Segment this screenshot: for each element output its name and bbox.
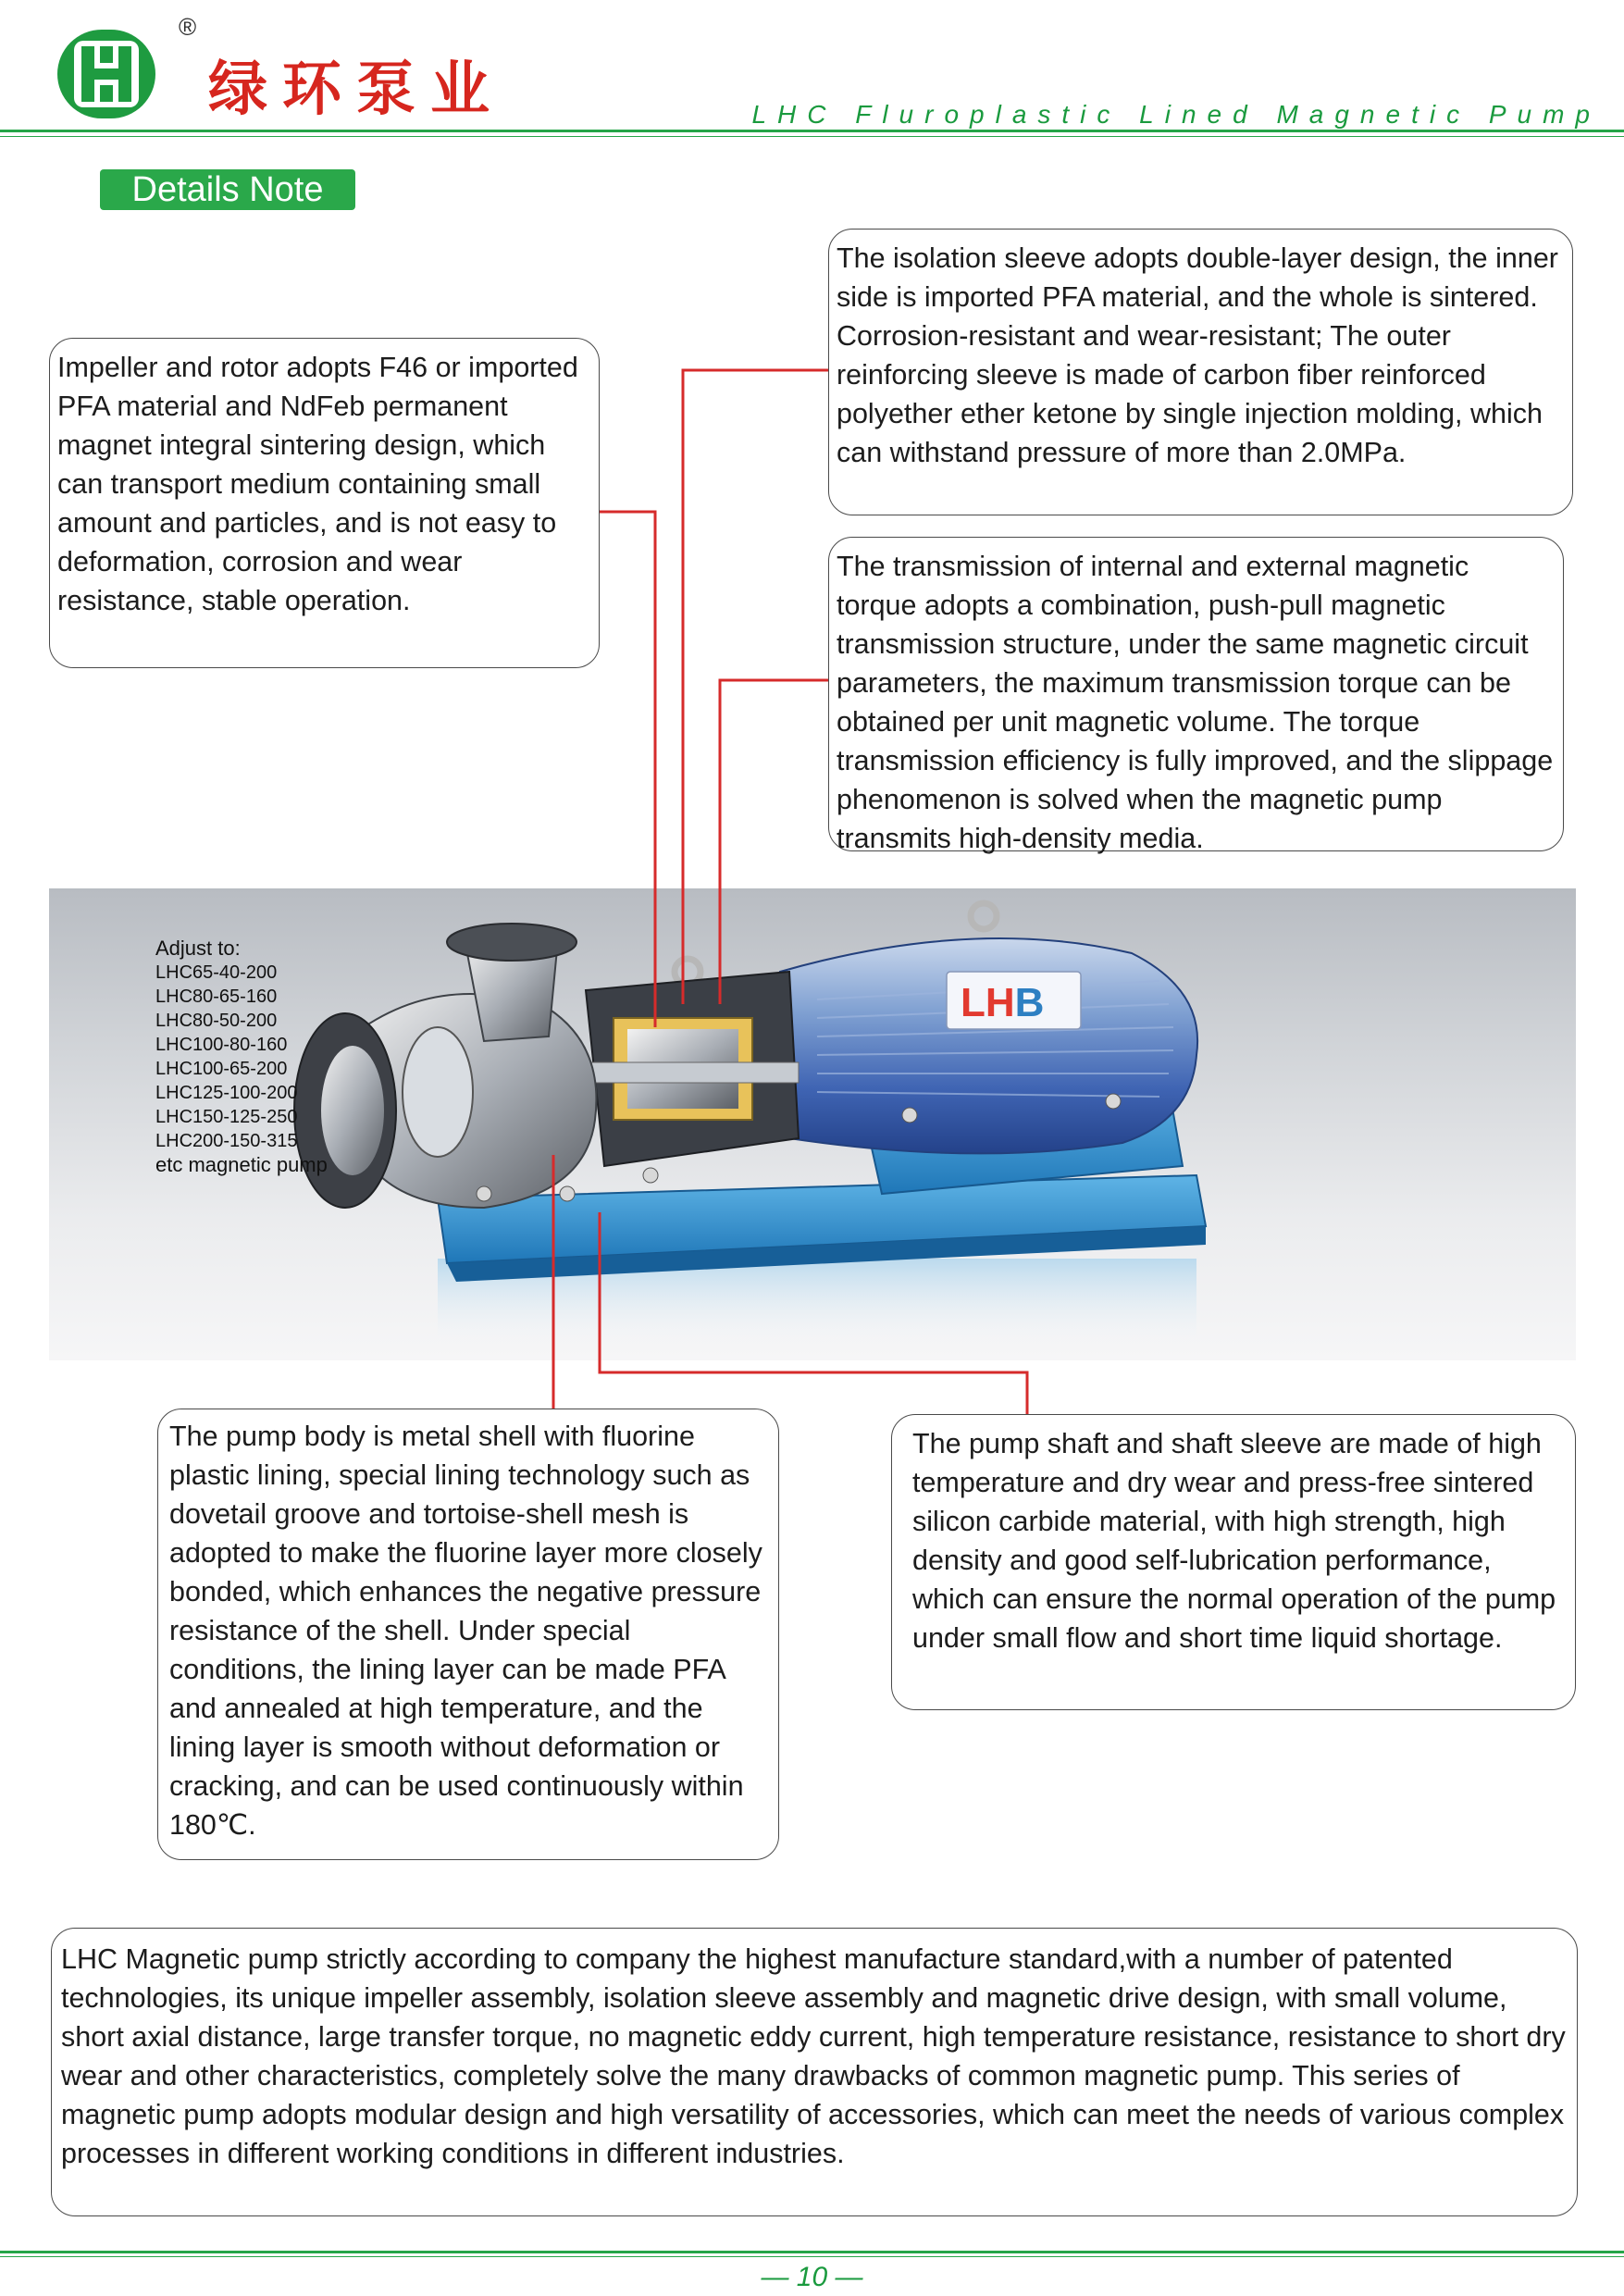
note-pump-shaft: The pump shaft and shaft sleeve are made of high temperature and dry wear and press-free sintered silicon carbide material, with high strength, high density and good self-lubrication performance, which can ensure the normal operation of the pump under small flow and short time liquid shortage. — [891, 1414, 1576, 1710]
company-logo — [56, 28, 157, 120]
adjust-title: Adjust to: — [155, 937, 241, 960]
note-summary: LHC Magnetic pump strictly according to company the highest manufacture standard,with a number of patented technologies, its unique impeller assembly, isolation sleeve assembly and magnetic drive design, with small volume, short axial distance, large transfer torque, no magnetic eddy current, high temperature resistance, resistance to short dry wear and other characteristics, completely solve the many drawbacks of common magnetic pump. This series of magnetic pump adopts modular design and high versatility of accessories, which can meet the needs of various complex processes in different working conditions in different industries. — [51, 1928, 1578, 2216]
page-number: — 10 — — [761, 2262, 863, 2292]
pump-shaft — [567, 1062, 799, 1083]
adjust-models-list — [155, 937, 328, 1177]
model-item: LHC80-50-200 — [155, 1011, 278, 1031]
note-pump-body: The pump body is metal shell with fluorine plastic lining, special lining technology such as dovetail groove and tortoise-shell mesh is adopted to make the fluorine layer more closely bonded, which enhances the negative pressure resistance of the shell. Under special conditions, the lining layer can be made PFA and annealed at high temperature, and the lining layer is smooth without deformation or cracking, and can be used continuously within 180℃. — [157, 1409, 779, 1860]
footer-divider-thin — [0, 2256, 1624, 2257]
discharge-flange — [447, 924, 576, 961]
model-item: LHC200-150-315 — [155, 1131, 298, 1151]
note-magnetic-torque: The transmission of internal and external magnetic torque adopts a combination, push-pull magnetic transmission structure, under the same magnetic circuit parameters, the maximum transmission torque can be obtained per unit magnetic volume. The torque transmission efficiency is fully improved, and the slippage phenomenon is solved when the magnetic pump transmits high-density media. — [828, 537, 1564, 851]
section-title: Details Note — [100, 169, 355, 210]
note-isolation-sleeve: The isolation sleeve adopts double-layer design, the inner side is imported PFA material, and the whole is sintered. Corrosion-resistant and wear-resistant; The outer reinforcing sleeve is made of carbon fiber reinforced polyether ether ketone by single injection molding, which can withstand pressure of more than 2.0MPa. — [828, 229, 1573, 515]
suction-inlet — [321, 1046, 384, 1175]
adjust-footer: etc magnetic pump — [155, 1153, 328, 1176]
header-divider-thin — [0, 136, 1624, 137]
model-item: LHC125-100-200 — [155, 1083, 298, 1103]
motor-label: LHB — [961, 980, 1045, 1025]
electric-motor — [780, 938, 1197, 1153]
model-item: LHC80-65-160 — [155, 987, 278, 1007]
brand-name: 绿环泵业 — [208, 55, 504, 124]
catalog-subtitle: LHC Fluroplastic Lined Magnetic Pump — [751, 100, 1601, 129]
header-divider — [0, 130, 1624, 132]
registered-mark: ® — [179, 13, 197, 41]
model-item: LHC150-125-250 — [155, 1107, 298, 1127]
impeller — [403, 1027, 473, 1157]
footer-divider — [0, 2251, 1624, 2253]
note-impeller-rotor: Impeller and rotor adopts F46 or imported PFA material and NdFeb permanent magnet integral sintering design, which can transport medium containing small amount and particles, and is not easy to deformation, corrosion and wear resistance, stable operation. — [49, 338, 600, 668]
model-item: LHC65-40-200 — [155, 962, 278, 983]
model-item: LHC100-65-200 — [155, 1059, 288, 1079]
motor-eye-bolt — [971, 903, 997, 929]
model-item: LHC100-80-160 — [155, 1035, 288, 1055]
